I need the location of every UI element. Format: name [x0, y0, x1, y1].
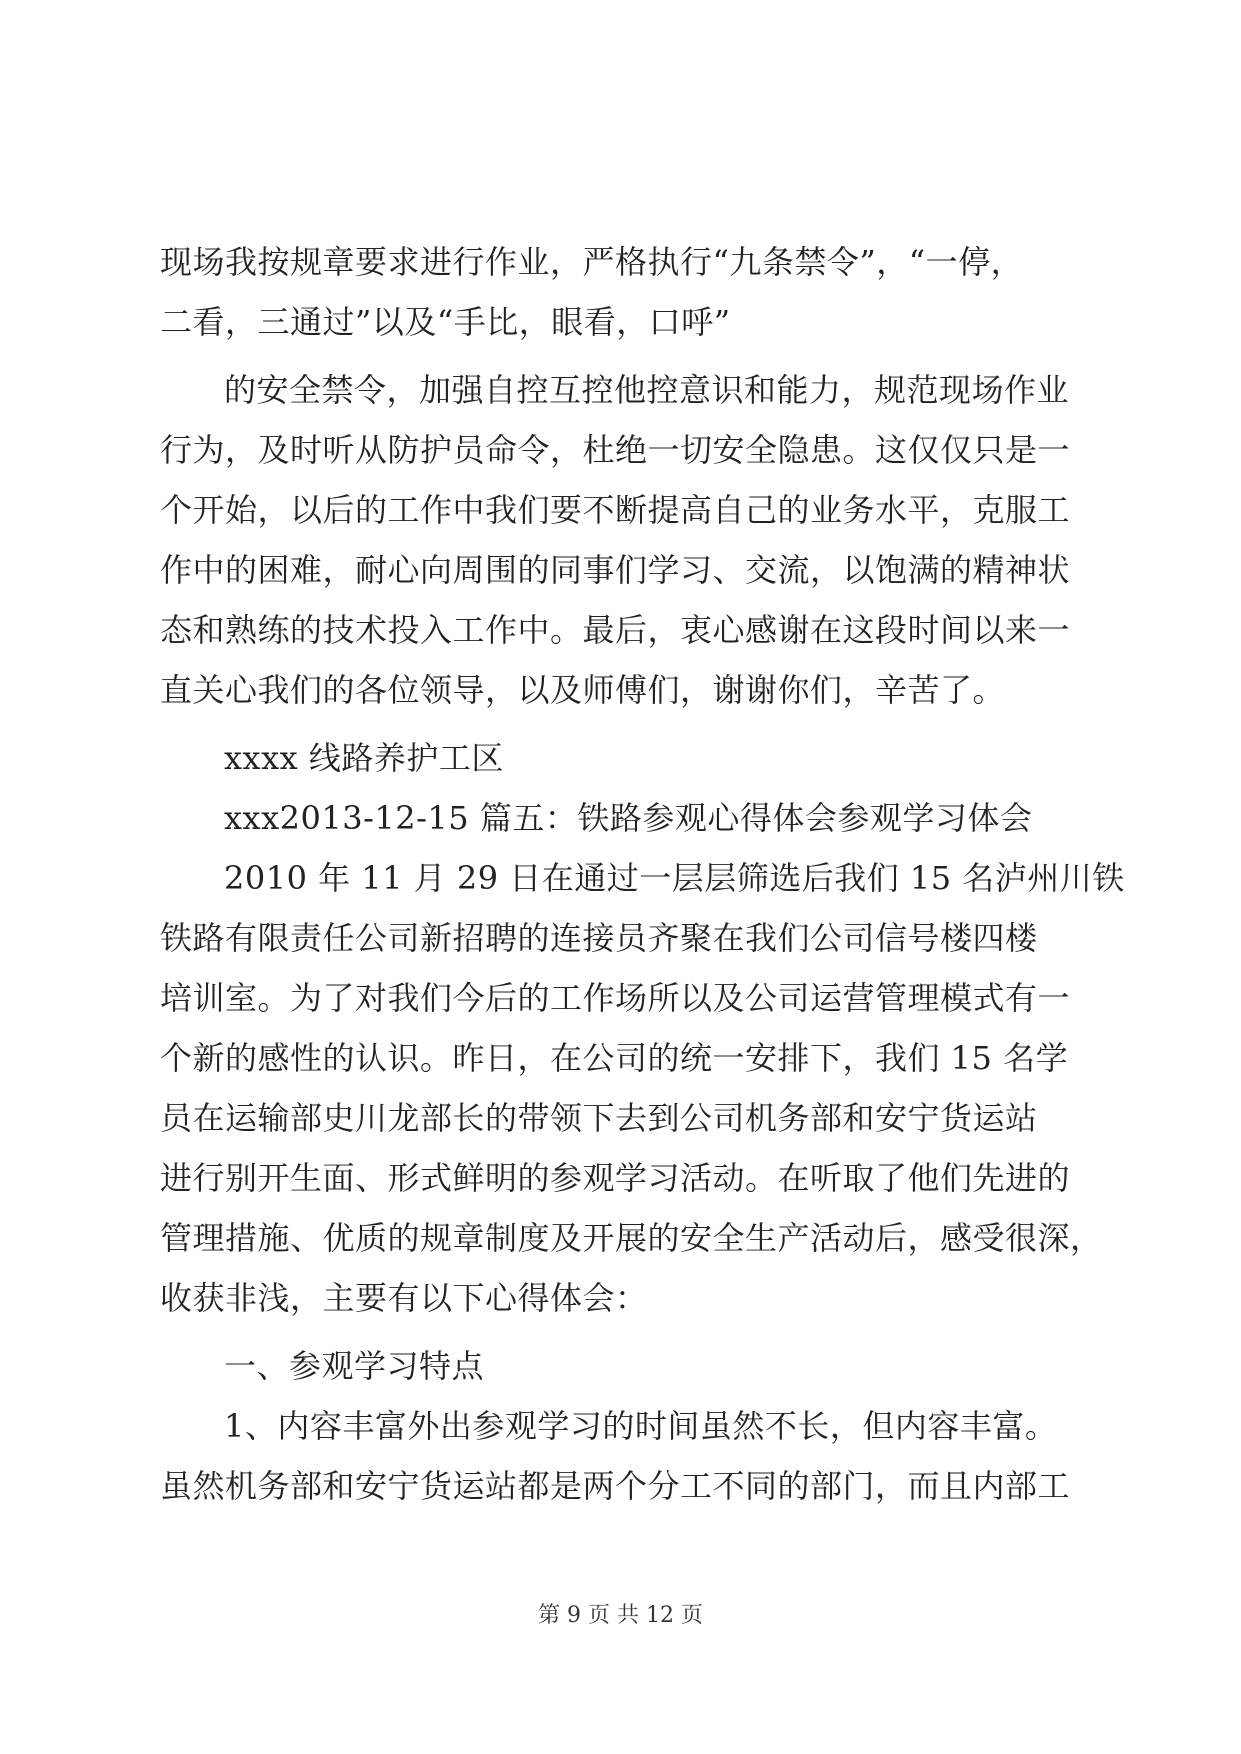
page-number-footer: 第 9 页 共 12 页 — [538, 1603, 703, 1628]
text-line: 二看，三通过”以及“手比，眼看，口呼” — [160, 303, 731, 341]
text-line: 直关心我们的各位领导，以及师傅们，谢谢你们，辛苦了。 — [160, 671, 1006, 709]
text-line: 1、内容丰富外出参观学习的时间虽然不长，但内容丰富。 — [224, 1407, 1058, 1445]
text-line: 的安全禁令，加强自控互控他控意识和能力，规范现场作业 — [224, 371, 1070, 409]
signature-date-heading: xxx2013-12-15 篇五：铁路参观心得体会参观学习体会 — [224, 799, 1033, 837]
signature-unit: xxxx 线路养护工区 — [224, 739, 504, 777]
text-line: 作中的困难，耐心向周围的同事们学习、交流，以饱满的精神状 — [160, 551, 1071, 589]
text-line: 行为，及时听从防护员命令，杜绝一切安全隐患。这仅仅只是一 — [160, 431, 1071, 469]
text-line: 铁路有限责任公司新招聘的连接员齐聚在我们公司信号楼四楼 — [160, 919, 1038, 957]
text-line: 进行别开生面、形式鲜明的参观学习活动。在听取了他们先进的 — [160, 1159, 1071, 1197]
text-line: 个开始，以后的工作中我们要不断提高自己的业务水平，克服工 — [160, 491, 1071, 529]
text-line: 管理措施、优质的规章制度及开展的安全生产活动后，感受很深， — [160, 1219, 1103, 1257]
document-body — [160, 232, 1125, 1516]
text-line: 2010 年 11 月 29 日在通过一层层筛选后我们 15 名泸州川铁 — [224, 859, 1125, 897]
text-line: 虽然机务部和安宁货运站都是两个分工不同的部门，而且内部工 — [160, 1467, 1071, 1505]
text-line: 个新的感性的认识。昨日，在公司的统一安排下，我们 15 名学 — [160, 1039, 1069, 1077]
text-line: 培训室。为了对我们今后的工作场所以及公司运营管理模式有一 — [160, 979, 1071, 1017]
text-line: 收获非浅，主要有以下心得体会： — [160, 1279, 648, 1317]
text-line: 现场我按规章要求进行作业，严格执行“九条禁令”，“一停， — [160, 243, 1024, 281]
text-line: 员在运输部史川龙部长的带领下去到公司机务部和安宁货运站 — [160, 1099, 1038, 1137]
section-heading: 一、参观学习特点 — [224, 1347, 485, 1385]
text-line: 态和熟练的技术投入工作中。最后，衷心感谢在这段时间以来一 — [160, 611, 1071, 649]
